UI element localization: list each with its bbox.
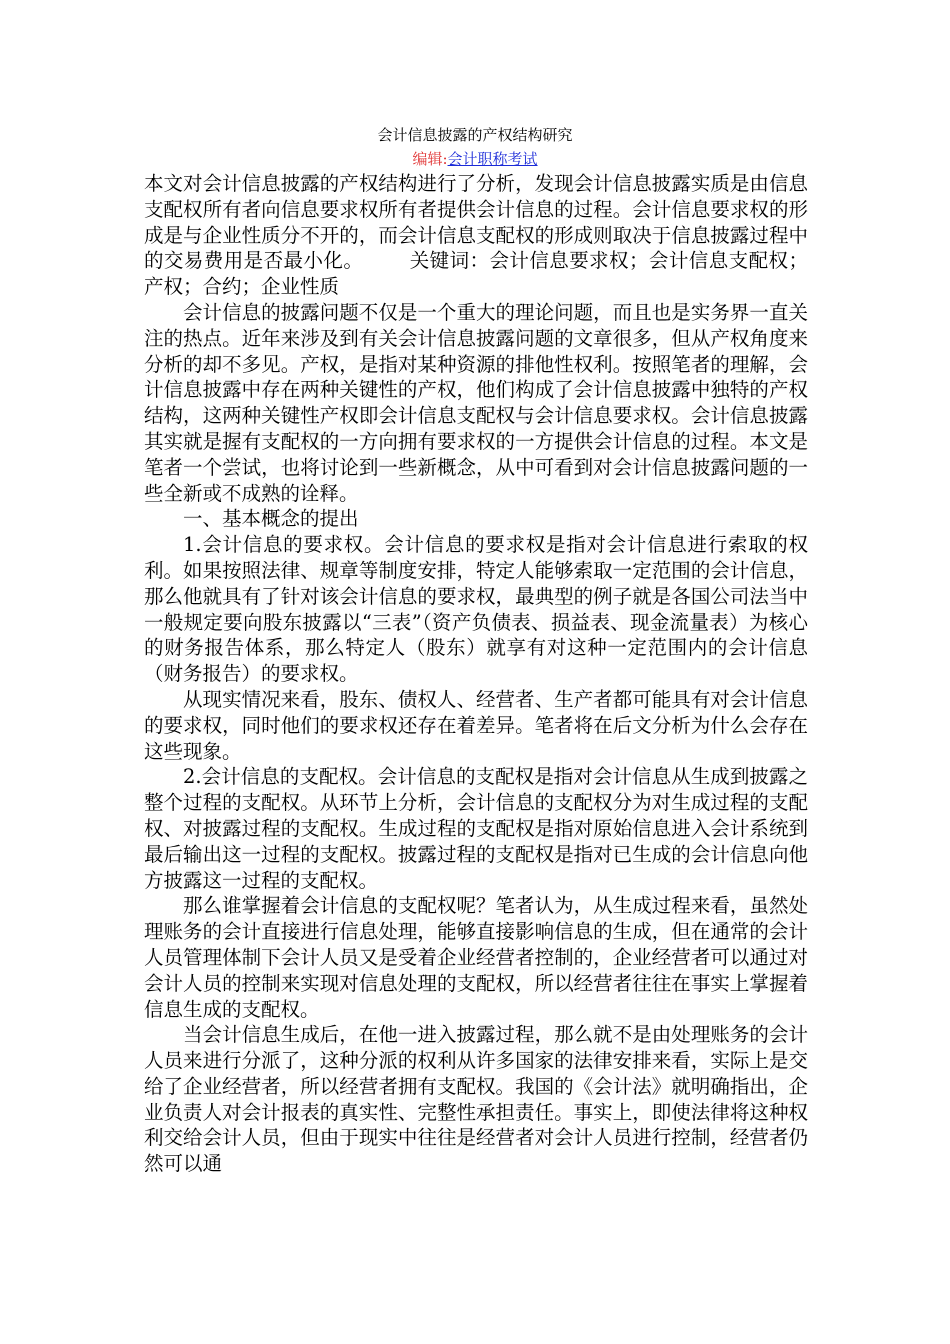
editor-link[interactable]: 会计职称考试: [447, 150, 538, 168]
body-paragraph: 那么谁掌握着会计信息的支配权呢？笔者认为，从生成过程来看，虽然处理账务的会计直接进行信息处理，能够直接影响信息的生成，但在通常的会计人员管理体制下会计人员又是受着企业经营者控制的，企业经营者可以通过对会计人员的控制来实现对信息处理的支配权，所以经营者往往在事实上掌握着信息生成的支配权。: [144, 894, 808, 1021]
body-paragraph: 当会计信息生成后，在他一进入披露过程，那么就不是由处理账务的会计人员来进行分派了，这种分派的权利从许多国家的法律安排来看，实际上是交给了企业经营者，所以经营者拥有支配权。我国的《会计法》就明确指出，企业负责人对会计报表的真实性、完整性承担责任。事实上，即使法律将这种权利交给会计人员，但由于现实中往往是经营者对会计人员进行控制，经营者仍然可以通: [144, 1023, 808, 1176]
body-paragraph: 1.会计信息的要求权。会计信息的要求权是指对会计信息进行索取的权利。如果按照法律、规章等制度安排，特定人能够索取一定范围的会计信息，那么他就具有了针对该会计信息的要求权，最典型的例子就是各国公司法当中一般规定要向股东披露以“三表”（资产负债表、损益表、现金流量表）为核心的财务报告体系，那么特定人（股东）就享有对这种一定范围内的会计信息（财务报告）的要求权。: [144, 533, 808, 686]
abstract-paragraph: [144, 171, 808, 300]
body-paragraph: 从现实情况来看，股东、债权人、经营者、生产者都可能具有对会计信息的要求权，同时他们的要求权还存在着差异。笔者将在后文分析为什么会存在这些现象。: [144, 687, 808, 763]
body-paragraph: 2.会计信息的支配权。会计信息的支配权是指对会计信息从生成到披露之整个过程的支配权。从环节上分析，会计信息的支配权分为对生成过程的支配权、对披露过程的支配权。生成过程的支配权是指对原始信息进入会计系统到最后输出这一过程的支配权。披露过程的支配权是指对已生成的会计信息向他方披露这一过程的支配权。: [144, 765, 808, 892]
abstract-text: 本文对会计信息披露的产权结构进行了分析，发现会计信息披露实质是由信息支配权所有者向信息要求权所有者提供会计信息的过程。会计信息要求权的形成是与企业性质分不开的，而会计信息支配权的形成则取决于信息披露过程中的交易费用是否最小化。: [144, 172, 808, 273]
editor-line: [0, 148, 950, 170]
section-heading: 一、基本概念的提出: [183, 507, 359, 531]
body-paragraph: 会计信息的披露问题不仅是一个重大的理论问题，而且也是实务界一直关注的热点。近年来涉及到有关会计信息披露问题的文章很多，但从产权角度来分析的却不多见。产权，是指对某种资源的排他性权利。按照笔者的理解，会计信息披露中存在两种关键性的产权，他们构成了会计信息披露中独特的产权结构，这两种关键性产权即会计信息支配权与会计信息要求权。会计信息披露其实就是握有支配权的一方向拥有要求权的一方提供会计信息的过程。本文是笔者一个尝试，也将讨论到一些新概念，从中可看到对会计信息披露问题的一些全新或不成熟的诠释。: [144, 300, 808, 505]
document-title: 会计信息披露的产权结构研究: [377, 126, 573, 144]
editor-label: 编辑:: [412, 150, 448, 168]
keywords-text: 关键词：会计信息要求权；会计信息支配权；产权；合约；企业性质: [144, 249, 808, 299]
document-body: [144, 171, 808, 1177]
